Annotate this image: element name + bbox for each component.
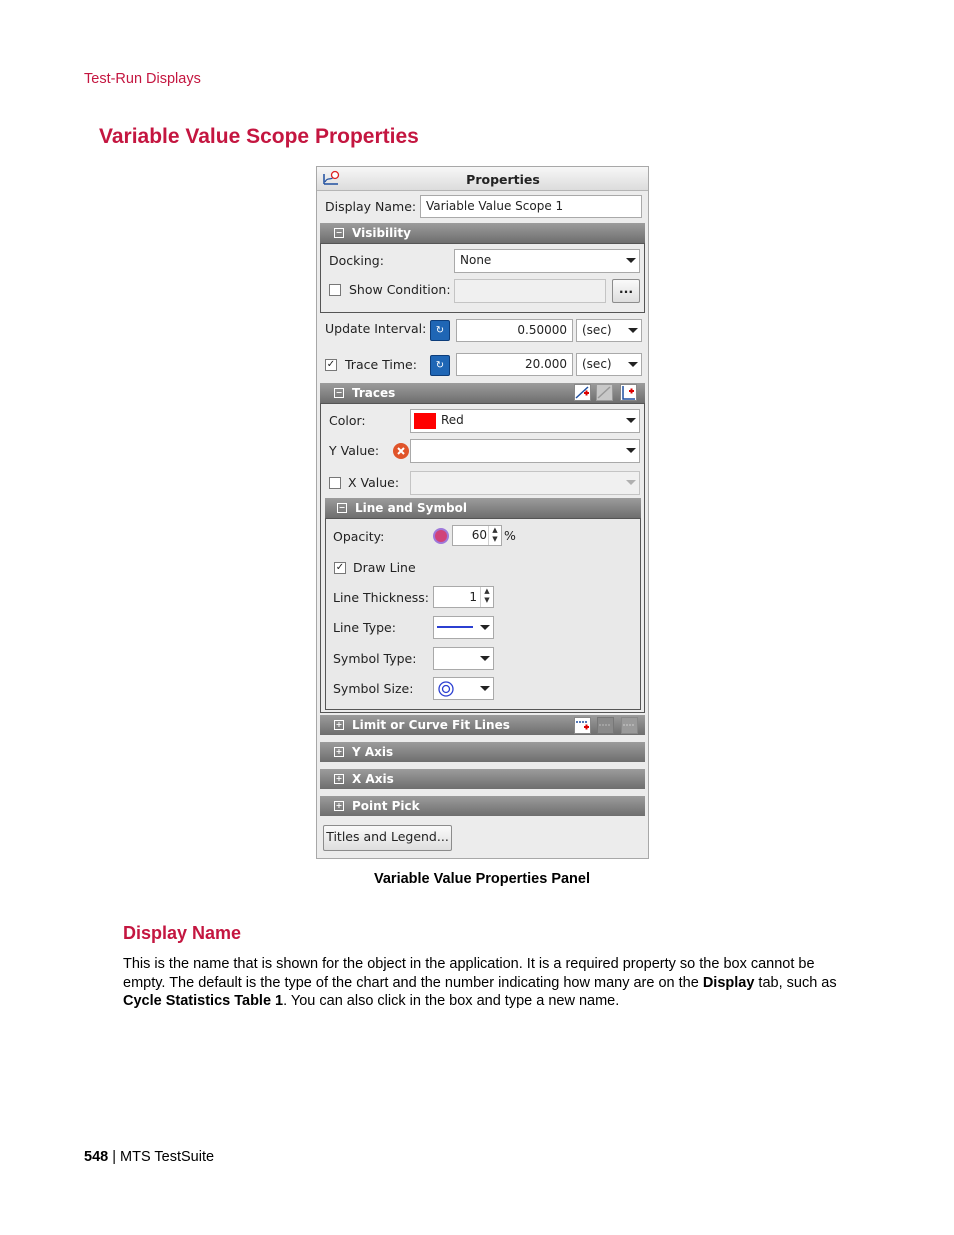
symbol-size-label: Symbol Size: — [333, 681, 414, 696]
draw-line-label: Draw Line — [353, 560, 416, 575]
expand-icon: + — [335, 801, 343, 810]
trace-time-checkbox[interactable]: ✓ — [326, 359, 336, 370]
update-interval-unit-dropdown[interactable] — [576, 319, 642, 342]
visibility-header-label: Visibility — [352, 226, 411, 240]
body-text: tab, such as — [754, 974, 837, 991]
docking-dropdown[interactable] — [454, 249, 640, 273]
page-number: 548 — [84, 1149, 109, 1165]
show-condition-input[interactable] — [454, 279, 606, 303]
chevron-down-icon — [621, 472, 639, 494]
display-name-heading: Display Name — [123, 923, 242, 943]
chevron-down-icon — [475, 678, 493, 699]
panel-title-bar — [317, 167, 648, 191]
opacity-value: 60 — [471, 528, 487, 542]
chevron-down-icon — [623, 354, 641, 375]
draw-line-checkbox[interactable]: ✓ — [335, 562, 345, 573]
chevron-down-icon — [621, 250, 639, 272]
collapse-icon: − — [338, 503, 346, 512]
opacity-spinner[interactable] — [452, 525, 502, 546]
titles-and-legend-button[interactable]: Titles and Legend... — [323, 825, 452, 851]
x-axis-section-header[interactable] — [320, 769, 645, 789]
symbol-type-label: Symbol Type: — [333, 651, 417, 666]
body-text: This is the name that is shown for the object in the application. It is a required property so the box cannot be empty. The default is the type of the chart and the number indicating how many are on the — [123, 956, 815, 991]
expand-icon: + — [335, 774, 343, 783]
symbol-size-dropdown[interactable] — [433, 677, 494, 700]
visibility-section-header[interactable] — [320, 223, 645, 243]
trace-time-input[interactable]: 20.000 — [456, 353, 573, 376]
running-header: Test-Run Displays — [84, 71, 201, 87]
trace-time-label: Trace Time: — [345, 357, 417, 372]
collapse-icon: − — [335, 388, 343, 397]
x-value-label: X Value: — [348, 475, 400, 490]
line-and-symbol-header-label: Line and Symbol — [355, 501, 467, 515]
visibility-section-body — [320, 243, 645, 313]
line-and-symbol-body — [325, 518, 641, 710]
refresh-icon[interactable]: ↻ — [430, 355, 450, 376]
add-trace-icon[interactable] — [574, 384, 591, 401]
line-type-label: Line Type: — [333, 620, 396, 635]
footer-title: MTS TestSuite — [120, 1149, 215, 1165]
docking-label: Docking: — [329, 253, 384, 268]
line-and-symbol-section-header[interactable] — [325, 498, 641, 518]
chevron-down-icon — [475, 617, 493, 638]
color-value: Red — [441, 413, 464, 427]
y-value-dropdown[interactable] — [410, 439, 640, 463]
line-type-preview — [437, 626, 473, 628]
trace-time-unit-dropdown[interactable] — [576, 353, 642, 376]
chevron-down-icon — [623, 320, 641, 341]
update-interval-label: Update Interval: — [325, 321, 427, 336]
figure-caption: Variable Value Properties Panel — [374, 871, 590, 887]
add-limit-line-icon[interactable] — [574, 717, 591, 734]
docking-value: None — [460, 253, 492, 267]
symbol-type-dropdown[interactable] — [433, 647, 494, 670]
collapse-icon: − — [335, 228, 343, 237]
body-bold-text: Cycle Statistics Table 1 — [123, 993, 284, 1010]
panel-title: Properties — [466, 172, 540, 187]
symbol-size-icon — [437, 680, 455, 698]
x-axis-header-label: X Axis — [352, 772, 394, 786]
expand-icon: + — [335, 747, 343, 756]
show-condition-ellipsis-button[interactable]: ... — [612, 279, 640, 303]
line-thickness-spinner[interactable] — [433, 586, 494, 608]
color-swatch — [414, 413, 436, 429]
body-paragraph — [123, 955, 853, 1011]
spinner-arrows-icon[interactable]: ▲ ▼ — [488, 526, 501, 545]
properties-panel — [316, 166, 649, 859]
color-dropdown[interactable] — [410, 409, 640, 433]
y-axis-header-label: Y Axis — [352, 745, 394, 759]
chevron-down-icon — [621, 440, 639, 462]
page-footer — [84, 1149, 214, 1165]
display-name-label: Display Name: — [325, 199, 417, 214]
x-value-dropdown[interactable] — [410, 471, 640, 495]
trace-list-icon[interactable] — [620, 384, 637, 401]
line-thickness-label: Line Thickness: — [333, 590, 430, 605]
error-icon — [392, 442, 410, 460]
y-value-label: Y Value: — [329, 443, 380, 458]
traces-section-body — [320, 403, 645, 713]
point-pick-section-header[interactable] — [320, 796, 645, 816]
traces-header-label: Traces — [352, 386, 396, 400]
remove-limit-line-icon[interactable] — [597, 717, 614, 734]
body-text: . You can also click in the box and type a new name. — [283, 993, 620, 1010]
show-condition-checkbox[interactable] — [329, 284, 341, 296]
line-thickness-value: 1 — [469, 590, 477, 604]
update-interval-input[interactable]: 0.50000 — [456, 319, 573, 342]
chevron-down-icon — [621, 410, 639, 432]
line-type-dropdown[interactable] — [433, 616, 494, 639]
opacity-label: Opacity: — [333, 529, 385, 544]
display-name-input[interactable]: Variable Value Scope 1 — [420, 195, 642, 218]
refresh-icon[interactable]: ↻ — [430, 320, 450, 341]
chevron-down-icon — [475, 648, 493, 669]
y-axis-section-header[interactable] — [320, 742, 645, 762]
x-value-checkbox[interactable] — [329, 477, 341, 489]
update-interval-unit: (sec) — [582, 323, 612, 337]
opacity-icon — [432, 525, 450, 547]
section-title: Variable Value Scope Properties — [99, 125, 419, 148]
expand-icon: + — [335, 720, 343, 729]
spinner-arrows-icon[interactable]: ▲ ▼ — [480, 587, 493, 607]
color-label: Color: — [329, 413, 366, 428]
point-pick-header-label: Point Pick — [352, 799, 420, 813]
limit-header-label: Limit or Curve Fit Lines — [352, 718, 510, 732]
footer-separator: | — [108, 1149, 121, 1165]
trace-time-unit: (sec) — [582, 357, 612, 371]
body-bold-text: Display — [702, 974, 755, 991]
opacity-unit: % — [504, 528, 516, 543]
show-condition-label: Show Condition: — [349, 282, 451, 297]
remove-trace-icon[interactable] — [596, 384, 613, 401]
limit-line-list-icon[interactable] — [621, 717, 638, 734]
